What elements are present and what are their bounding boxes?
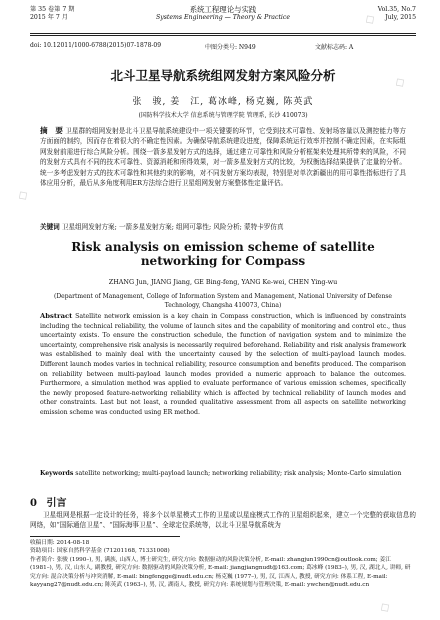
footnote-received-date: 收稿日期: 2014-08-18	[30, 540, 90, 546]
journal-name-cn: 系统工程理论与实践	[189, 5, 257, 14]
introduction-paragraph: 卫星组网是根据一定设计的任务，将多个以单星模式工作的卫星或以星座模式工作的卫星组织起来，建立一个完整的获取信息的网络，如“国际通信卫星”、“国际海事卫星”、全球定位系统等，以北斗卫星导航系统为	[30, 511, 416, 529]
document-code: 文献标志码: A	[315, 44, 354, 51]
abstract-chinese	[40, 126, 406, 188]
clc-number: 中图分类号: N949	[205, 44, 256, 51]
keywords-label-en: Keywords	[40, 470, 74, 477]
affiliation-chinese: (国防科学技术大学 信息系统与管理学院 管理系, 长沙 410073)	[138, 112, 308, 119]
watermark-mark: ◇	[376, 598, 394, 617]
section-title: 引言	[46, 498, 67, 509]
journal-volume-en	[378, 6, 416, 22]
header-rule-bottom	[30, 35, 416, 36]
article-meta	[30, 42, 416, 50]
footnote-rule	[30, 536, 180, 537]
watermark-mark: ◇	[14, 186, 32, 205]
authors-chinese: 张 骏, 姜 江, 葛冰峰, 杨克巍, 陈英武	[132, 97, 314, 107]
keywords-chinese	[40, 222, 406, 232]
abstract-english	[40, 312, 406, 418]
abstract-label-cn: 摘 要	[40, 126, 64, 135]
doi-text: doi: 10.12011/1000-6788(2015)07-1878-09	[30, 42, 162, 49]
abstract-label-en: Abstract	[40, 312, 73, 320]
volume-issue-en: Vol.35, No.7	[377, 6, 416, 13]
section-number: 0	[30, 498, 37, 509]
date-cn: 2015 年 7 月	[30, 14, 68, 21]
journal-name-en: Systems Engineering — Theory & Practice	[155, 14, 291, 21]
authors-english: ZHANG Jun, JIANG Jiang, GE Bing-feng, YANG Ke-wei, CHEN Ying-wu	[108, 278, 338, 286]
title-english: Risk analysis on emission scheme of satellite networking for Compass	[71, 240, 375, 268]
journal-name	[30, 6, 416, 22]
abstract-text-cn: 卫星群的组网发射是北斗卫星导航系统建设中一项关键要的环节，它受到技术可靠性、发射场容量以及测控能力等方方面面的制约，因而存在着很大的不确定性因素。为确保导航系统建设进度，保障系统运行效率并控制不确定因素，在实际组网发射前需进行综合风险分析。围绕一箭多星发射方式的选择，通过建立可靠性和风险分析框架来处理其所带来的风险，不同的发射方式具有不同的技术可靠性、资源消耗和所得效果，对一箭多星发射方式的比较，为权衡选择结果提供了定量的分析。统一多考虑发射方式的技术可靠性和其他约束的影响，对不同发射方案均表现，特别是对单次新疆出的用可靠性指标进行了具体应用分析，最后从多角度利用ER方法综合进行卫星组网发射方案整体性定量评估。	[40, 127, 406, 188]
running-header	[30, 6, 416, 32]
affiliation-english: (Department of Management, College of Information System and Management, National University of Defense Technology, Changsha 410073, China)	[54, 293, 392, 309]
title-chinese: 北斗卫星导航系统组网发射方案风险分析	[110, 68, 336, 83]
footnote-funding: 资助项目: 国家自然科学基金 (71201168, 71331008)	[30, 548, 170, 555]
watermark-mark: ◇	[361, 10, 379, 29]
keywords-text-en: satellite networking; multi-payload launch; networking reliability; risk analysis; Monte-Carlo simulation	[75, 470, 402, 477]
abstract-text-en: Satellite network emission is a key chain in Compass construction, which is influenced by constraints including the technical reliability, the volume of launch sites and the capability of monitoring and control etc., thus uncertainty exists. To ensure the construction schedule, the function of navigation system and to minimize the uncertainty, comprehensive risk analysis is necessarily required beforehand. Reliability and risk analysis framework was established to mainly deal with the uncertainty caused by the selection of multi-payload launch modes. Different launch modes varies in technical reliability, resource consumption and benefits produced. The comparison on reliability between multi-payload launch modes provided a numeric approach to balance the outcomes. Furthermore, a simulation method was applied to evaluate performance of various emission schemes, specifically the newly proposed feature-networking reliability which is affected by technical reliability of launch modes and other constraints. Last but not least, a rounded qualitative assessment from all aspects on satellite networking emission scheme was conducted using ER method.	[40, 313, 406, 416]
volume-issue-cn: 第 35 卷第 7 期	[30, 6, 75, 13]
footnote-author-bios: 作者简介: 张骏 (1990–), 男, 满族, 山西人, 博士研究生, 研究方向: 数据驱动的风险决策分析, E-mail: zhangjun1990cn@outlook.com; 姜江 (1981–), 男, 汉, 山东人, 副教授, 研究方向: 数据驱动的风险决策分析, E-mail: jiangjiangnudt@163.com; 葛冰峰 (1983–), 男, 汉, 湖北人, 讲师, 研究方向: 混合决策分析与冲突消解, E-mail: bingfengge@nudt.edu.cn; 杨克巍 (1977–), 男, 汉, 江西人, 教授, 研究方向: 体系工程, E-mail: kayyang27@nudt.edu.cn; 陈英武 (1963–), 男, 汉, 湖南人, 教授, 研究方向: 系统规划与管理决策, E-mail: ywchen@nudt.edu.cn	[30, 556, 411, 589]
watermark-mark: ◇	[391, 73, 409, 92]
keywords-label-cn: 关键词	[40, 223, 60, 231]
date-en: July, 2015	[385, 14, 416, 21]
keywords-english	[40, 469, 406, 479]
header-rule-top	[30, 33, 416, 34]
section-heading-introduction	[30, 494, 66, 509]
footnotes	[30, 539, 416, 589]
keywords-text-cn: 卫星组网发射方案; 一箭多星发射方案; 组网可靠性; 风险分析; 蒙特卡罗仿真	[61, 223, 284, 231]
